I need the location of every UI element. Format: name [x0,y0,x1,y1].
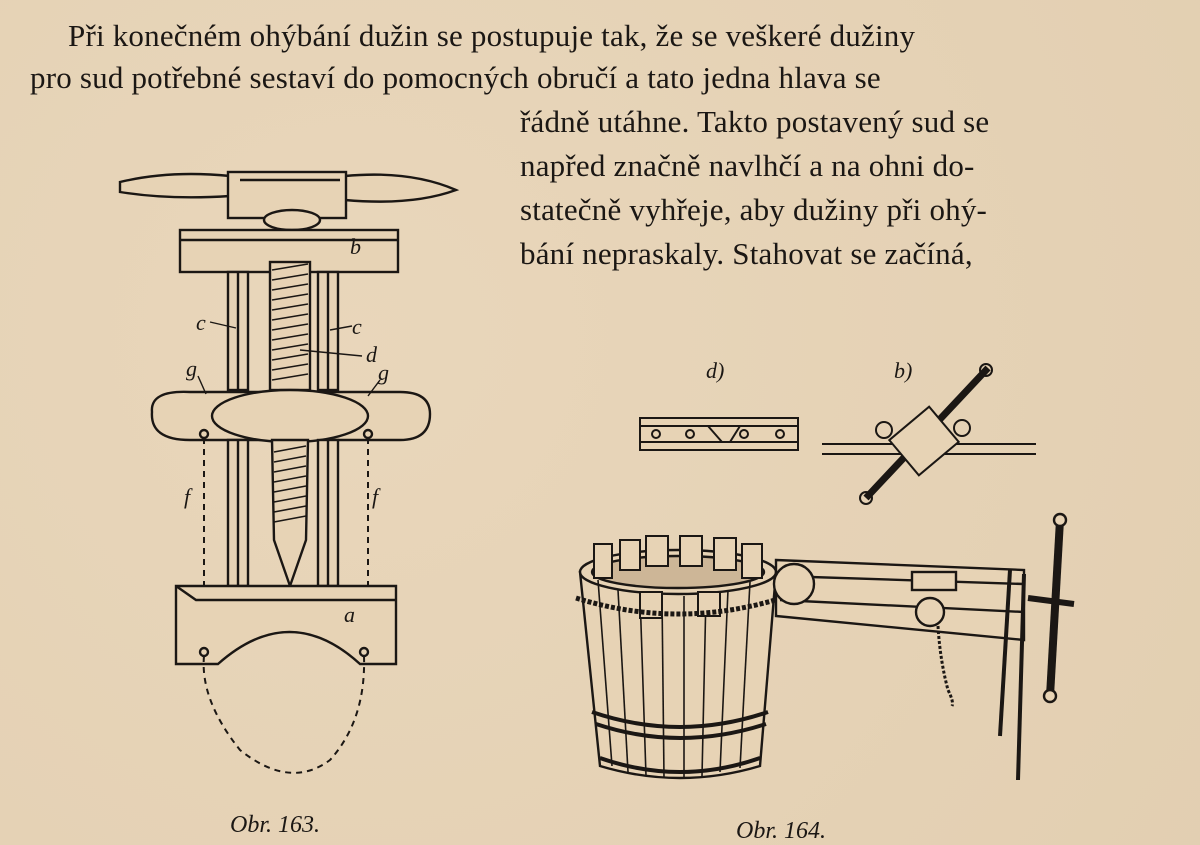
fig163-label-f-right: f [372,484,379,509]
fig163-label-c-left: c [196,310,206,335]
fig163-label-g-right: g [378,360,389,385]
paragraph-line-3: řádně utáhne. Takto postavený sud se [520,104,990,139]
fig163-label-b: b [350,234,361,259]
fig163-label-c-right: c [352,314,362,339]
paragraph-line-4: napřed značně navlhčí a na ohni do- [520,148,975,183]
fig164-label-b: b) [894,358,913,383]
figure-163-caption: Obr. 163. [230,812,321,838]
fig163-label-g-left: g [186,356,197,381]
paragraph-line-2: pro sud potřebné sestaví do pomocných obručí a tato jedna hlava se [30,60,881,95]
figure-164-caption: Obr. 164. [736,818,827,844]
paragraph-line-1: Při konečném ohýbání dužin se postupuje tak, že se veškeré dužiny [68,18,916,53]
paragraph-line-5: statečně vyhřeje, aby dužiny při ohý- [520,192,988,227]
fig163-label-d: d [366,342,377,367]
fig163-label-f-left: f [184,484,191,509]
fig163-label-a: a [344,602,355,627]
fig164-label-d: d) [706,358,725,383]
paragraph-line-6: bání nepraskaly. Stahovat se začíná, [520,236,973,271]
